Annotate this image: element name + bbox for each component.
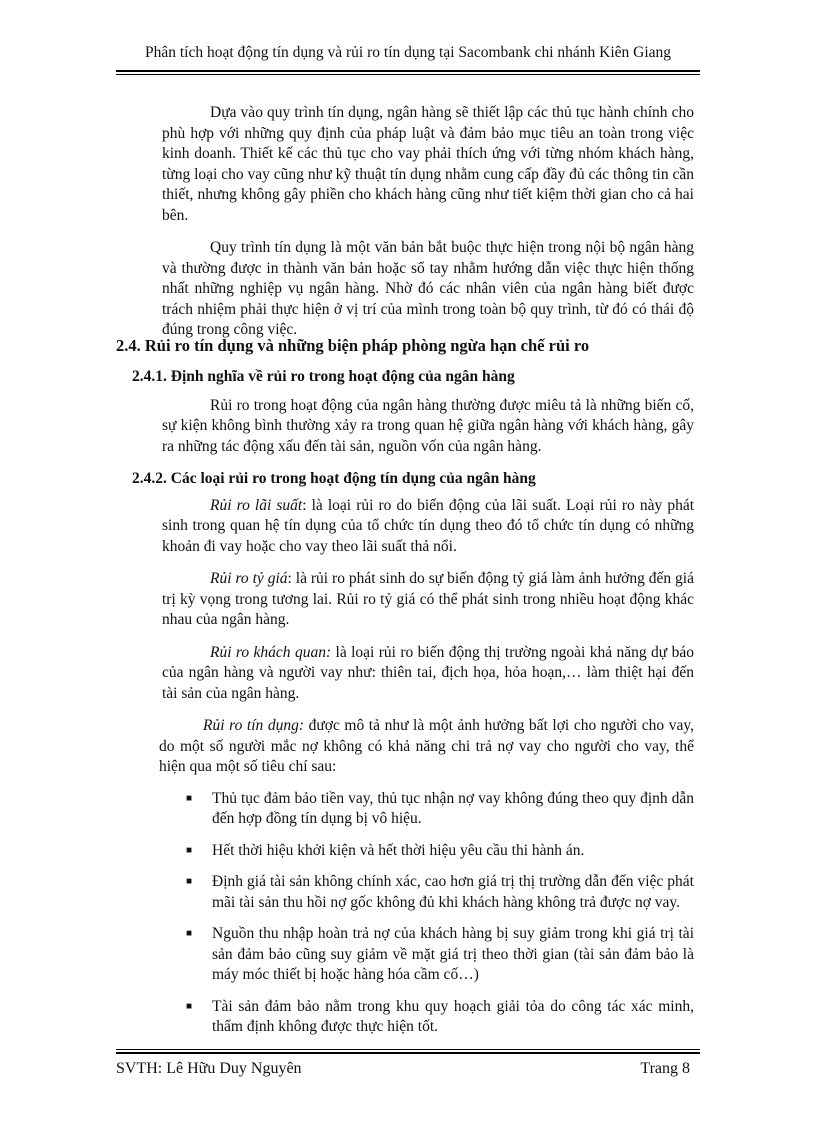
term-objective-risk: Rủi ro khách quan:	[210, 643, 332, 661]
square-bullet-icon: ■	[186, 876, 193, 887]
list-item: ■ Nguồn thu nhập hoàn trả nợ của khách hàng bị suy giảm trong khi giá trị tài sản đảm bảo cũng suy giảm về mặt giá trị theo thời gian (tài sản đảm bảo là máy móc thiết bị hoặc hàng hóa cầm cố…)	[186, 925, 694, 983]
term-credit-risk: Rủi ro tín dụng:	[203, 717, 305, 734]
list-item: ■ Hết thời hiệu khởi kiện và hết thời hiệu yêu cầu thi hành án.	[162, 841, 694, 862]
square-bullet-icon: ■	[186, 928, 193, 939]
page-header: Phân tích hoạt động tín dụng và rủi ro tín dụng tại Sacombank chi nhánh Kiên Giang	[116, 44, 700, 72]
section-heading-2-4: 2.4. Rủi ro tín dụng và những biện pháp phòng ngừa hạn chế rủi ro	[116, 336, 590, 355]
page-footer	[116, 1052, 700, 1078]
list-item: ■ Tài sản đảm bảo nằm trong khu quy hoạch giải tỏa do công tác xác minh, thẩm định không được thực hiện tốt.	[186, 997, 694, 1035]
body-bottom	[132, 367, 694, 1038]
list-item: ■ Thủ tục đảm bảo tiền vay, thủ tục nhận nợ vay không đúng theo quy định dẫn đến hợp đồng tín dụng bị vô hiệu.	[186, 789, 694, 827]
subheading-2-4-1: 2.4.1. Định nghĩa về rủi ro trong hoạt động của ngân hàng	[132, 368, 515, 385]
paragraph-credit-risk: Rủi ro tín dụng: được mô tả như là một ảnh hưởng bất lợi cho người cho vay, do một số người mắc nợ không có khả năng chi trả nợ vay cho người cho vay, thể hiện qua một số tiêu chí sau:	[159, 717, 694, 775]
paragraph-interest-risk: Rủi ro lãi suất: là loại rủi ro do biến động của lãi suất. Loại rủi ro này phát sinh trong quan hệ tín dụng của tổ chức tín dụng theo đó tổ chức tín dụng có những khoản đi vay hoặc cho vay theo lãi suất thả nổi.	[162, 496, 694, 555]
credit-risk-criteria-list	[162, 789, 694, 1038]
body-top	[162, 103, 694, 341]
list-item: ■ Định giá tài sản không chính xác, cao hơn giá trị thị trường dẫn đến việc phát mãi tài sản thu hồi nợ gốc không đủ khi khách hàng không trả được nợ vay.	[186, 873, 694, 911]
paragraph-objective-risk: Rủi ro khách quan: là loại rủi ro biến động thị trường ngoài khả năng dự báo của ngân hàng và người vay như: thiên tai, địch họa, hỏa hoạn,… làm thiệt hại đến tài sản của ngân hàng.	[162, 643, 694, 702]
paragraph-risk-definition: Rủi ro trong hoạt động của ngân hàng thường được miêu tả là những biến cố, sự kiện không bình thường xảy ra trong quan hệ giữa ngân hàng với khách hàng, gây ra những tác động xấu đến tài sản, nguồn vốn của ngân hàng.	[162, 396, 694, 455]
subheading-2-4-2: 2.4.2. Các loại rủi ro trong hoạt động tín dụng của ngân hàng	[132, 470, 536, 487]
term-interest-risk: Rủi ro lãi suất	[210, 496, 303, 514]
page-number: Trang 8	[640, 1060, 690, 1077]
paragraph-exchange-risk: Rủi ro tỷ giá: là rủi ro phát sinh do sự biến động tỷ giá làm ảnh hưởng đến giá trị kỳ vọng trong tương lai. Rủi ro tỷ giá có thể phát sinh trong nhiều hoạt động khác nhau của ngân hàng.	[162, 570, 694, 628]
square-bullet-icon: ■	[186, 1000, 193, 1012]
square-bullet-icon: ■	[186, 792, 193, 804]
square-bullet-icon: ■	[186, 844, 193, 856]
term-exchange-risk: Rủi ro tỷ giá	[210, 570, 288, 587]
paragraph-credit-process-doc: Quy trình tín dụng là một văn bản bắt buộc thực hiện trong nội bộ ngân hàng và thường được in thành văn bản hoặc sổ tay nhằm hướng dẫn việc thực hiện thống nhất những nghiệp vụ ngân hàng. Nhờ đó các nhân viên của ngân hàng biết được trách nhiệm phải thực hiện ở vị trí của mình trong toàn bộ quy trình, từ đó có thái độ đúng trong công việc.	[162, 239, 694, 338]
footer-author: SVTH: Lê Hữu Duy Nguyên	[116, 1060, 302, 1077]
paragraph-credit-procedure: Dựa vào quy trình tín dụng, ngân hàng sẽ thiết lập các thủ tục hành chính cho phù hợp với những quy định của pháp luật và đảm bảo mục tiêu an toàn trong việc kinh doanh. Thiết kế các thủ tục cho vay phải thích ứng với từng nhóm khách hàng, từng loại cho vay cũng như kỹ thuật tín dụng nhằm cung cấp đầy đủ các thông tin cần thiết, nhưng không gây phiền cho khách hàng cũng như tiết kiệm thời gian cho cả hai bên.	[162, 104, 694, 224]
